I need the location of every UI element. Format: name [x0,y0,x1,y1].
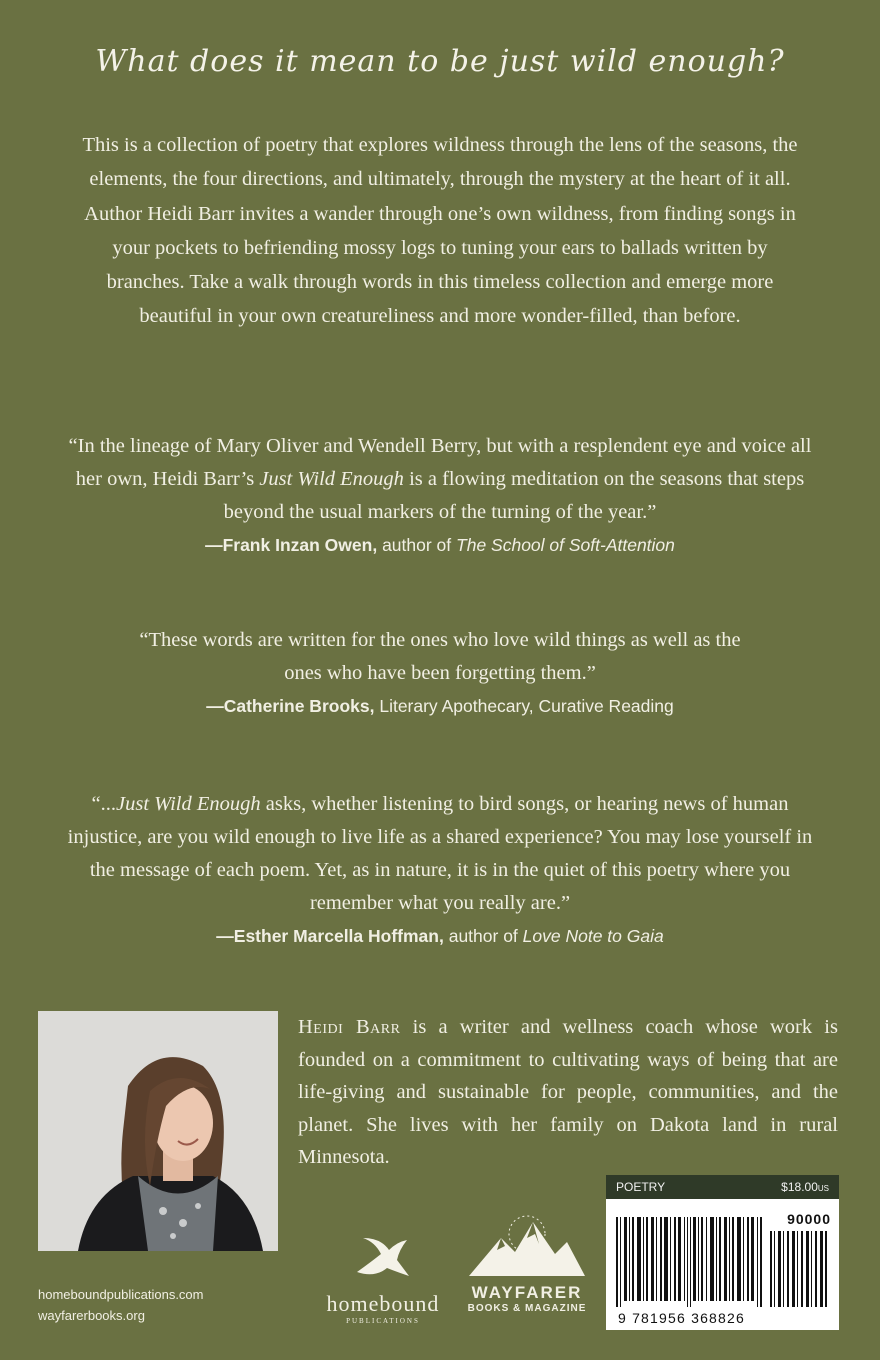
book-price: $18.00US [781,1180,829,1194]
tagline: What does it mean to be just wild enough? [95,44,785,79]
endorsement-quote-2 [120,624,760,720]
isbn-number: 9 781956 368826 [618,1310,745,1326]
quote-author: —Frank Inzan Owen, [205,535,378,555]
price-bars [770,1231,830,1307]
author-bio: Heidi Barr is a writer and wellness coach whose work is founded on a commitment to cultivating ways of being that are life-giving and sustainable for people, communities, and the planet. She lives with her family on Dakota land in rural Minnesota. [298,1016,838,1168]
homebound-logo [312,1232,454,1324]
wayfarer-logo [462,1208,592,1320]
quote-2-text: “These words are written for the ones who love wild things as well as the ones who have been forgetting them.” [139,629,741,684]
wayfarer-name: WAYFARER [471,1283,583,1302]
endorsement-quote-1 [56,430,824,559]
author-photo [38,1011,278,1251]
isbn-bars [616,1217,766,1307]
book-category: POETRY [616,1180,666,1194]
website-homebound[interactable]: homeboundpublications.com [38,1287,204,1302]
quote-author: —Catherine Brooks, [206,696,375,716]
author-work-title: Love Note to Gaia [522,926,664,946]
author-work-title: The School of Soft-Attention [456,535,675,555]
homebound-sub: PUBLICATIONS [346,1317,420,1325]
author-portrait-image [38,1011,278,1251]
quote-3-attribution: —Esther Marcella Hoffman, author of Love Note to Gaia [216,926,664,946]
book-title: Just Wild Enough [116,793,261,815]
website-wayfarer[interactable]: wayfarerbooks.org [38,1308,145,1323]
homebound-name: homebound [326,1291,440,1316]
isbn-barcode [606,1175,839,1330]
author-name: Heidi Barr [298,1016,401,1038]
bird-icon [353,1232,413,1284]
quote-author: —Esther Marcella Hoffman, [216,926,444,946]
quote-1-text: “In the lineage of Mary Oliver and Wendell Berry, but with a resplendent eye and voice all her own, Heidi Barr’s Just Wild Enough is a flowing meditation on the seasons that steps beyond the usual markers of the turning of the year.” [68,435,812,523]
price-code: 90000 [787,1211,831,1227]
book-description: This is a collection of poetry that explores wildness through the lens of the seasons, the elements, the four directions, and ultimately, through the mystery at the heart of it all. Author Heidi Barr invites a wander through one’s own wildness, from finding songs in your pockets to befriending mossy logs to tuning your ears to ballads written by branches. Take a walk through words in this timeless collection and emerge more beautiful in your own creatureliness and more wonder-filled, than before. [82,134,798,328]
wayfarer-sub: BOOKS & MAGAZINE [467,1303,587,1314]
barcode-header [606,1175,839,1199]
endorsement-quote-3 [56,788,824,950]
quote-2-attribution: —Catherine Brooks, Literary Apothecary, Curative Reading [206,696,674,716]
mountain-icon [465,1208,589,1278]
quote-3-text: “...Just Wild Enough asks, whether listening to bird songs, or hearing news of human injustice, are you wild enough to live life as a shared experience? You may lose yourself in the message of each poem. Yet, as in nature, it is in the quiet of this poetry where you remember what you really are.” [67,793,813,914]
publisher-websites [38,1284,204,1326]
quote-1-attribution: —Frank Inzan Owen, author of The School of Soft-Attention [205,535,675,555]
book-title: Just Wild Enough [259,468,404,490]
